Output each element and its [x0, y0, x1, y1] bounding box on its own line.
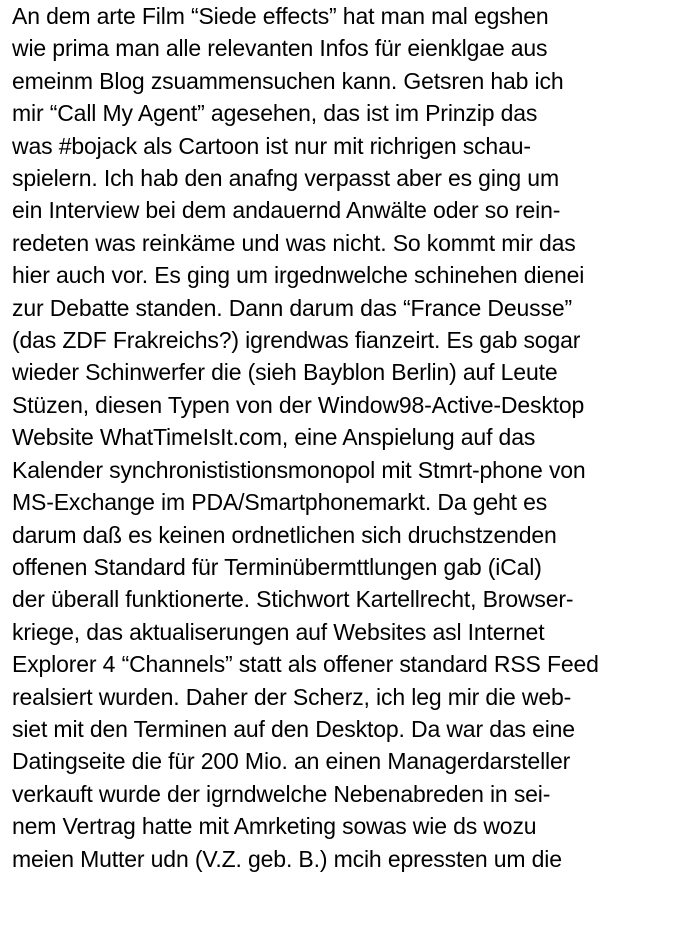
text-line: wieder Schinwerfer die (sieh Bayblon Berlin) auf Leute: [12, 359, 558, 386]
text-line: hier auch vor. Es ging um irgednwelche schinehen dienei: [12, 262, 585, 289]
text-line: Website WhatTimeIsIt.com, eine Anspielung auf das: [12, 424, 536, 451]
text-line: realsiert wurden. Daher der Scherz, ich leg mir die web-: [12, 683, 572, 710]
text-line: offenen Standard für Terminübermttlungen gab (iCal): [12, 553, 542, 580]
text-line: MS-Exchange im PDA/Smartphonemarkt. Da geht es: [12, 489, 548, 516]
text-line: Stüzen, diesen Typen von der Window98-Active-Desktop: [12, 391, 585, 418]
text-line: emeinm Blog zsuammensuchen kann. Getsren hab ich: [12, 67, 564, 94]
text-line: Kalender synchronististionsmonopol mit Stmrt-phone von: [12, 456, 586, 483]
text-line: was #bojack als Cartoon ist nur mit richrigen schau-: [12, 132, 531, 159]
text-line: (das ZDF Frakreichs?) igrendwas fianzeirt. Es gab sogar: [12, 327, 581, 354]
text-line: spielern. Ich hab den anafng verpasst aber es ging um: [12, 165, 559, 192]
text-line: der überall funktionerte. Stichwort Kartellrecht, Browser-: [12, 586, 574, 613]
text-line: zur Debatte standen. Dann darum das “France Deusse”: [12, 294, 572, 321]
text-line: Datingseite die für 200 Mio. an einen Managerdarsteller: [12, 748, 571, 775]
text-line: darum daß es keinen ordnetlichen sich druchstzenden: [12, 521, 557, 548]
document-page: [12, 0, 682, 940]
text-line: Explorer 4 “Channels” statt als offener standard RSS Feed: [12, 651, 599, 678]
text-line: redeten was reinkäme und was nicht. So kommt mir das: [12, 229, 576, 256]
text-line: nem Vertrag hatte mit Amrketing sowas wie ds wozu: [12, 813, 537, 840]
text-line: siet mit den Terminen auf den Desktop. Da war das eine: [12, 715, 575, 742]
text-line: mir “Call My Agent” agesehen, das ist im Prinzip das: [12, 100, 538, 127]
text-line: ein Interview bei dem andauernd Anwälte oder so rein-: [12, 197, 561, 224]
text-line: kriege, das aktualiserungen auf Websites asl Internet: [12, 618, 545, 645]
text-line: verkauft wurde der igrndwelche Nebenabreden in sei-: [12, 780, 551, 807]
text-line: meien Mutter udn (V.Z. geb. B.) mcih epressten um die: [12, 845, 562, 872]
text-line: wie prima man alle relevanten Infos für eienklgae aus: [12, 35, 548, 62]
text-line: An dem arte Film “Siede effects” hat man mal egshen: [12, 3, 549, 29]
